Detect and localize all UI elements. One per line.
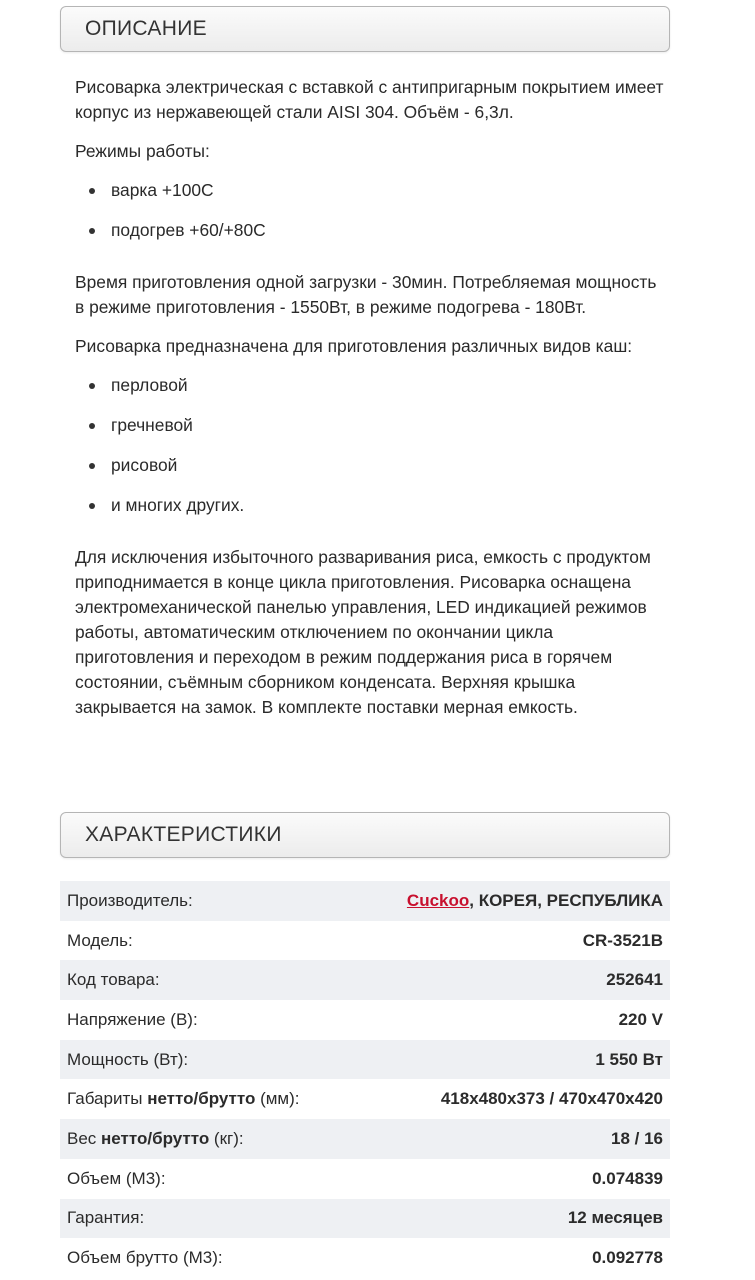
spec-value: 252641 [606,970,663,990]
spec-value: 0.092778 [592,1248,663,1268]
list-item: варка +100С [75,178,665,218]
spec-row-volume-gross [60,1238,670,1278]
spec-value: 12 месяцев [567,1208,663,1228]
spec-label: Код товара: [67,970,160,990]
description-paragraph-1: Рисоварка электрическая с вставкой с антипригарным покрытием имеет корпус из нержавеющей стали AISI 304. Объём - 6,3л. [75,77,664,122]
spec-row-manufacturer [60,881,670,921]
label-part: (кг): [209,1128,244,1148]
spec-row-code [60,960,670,1000]
label-bold-part: нетто/брутто [147,1089,256,1109]
modes-intro: Режимы работы: [75,141,210,161]
description-paragraph-3: Для исключения избыточного разваривания риса, емкость с продуктом приподнимается в конце цикла приготовления. Рисоварка оснащена электромеханической панелью управления, LED индикацией режимов работы, автоматическим отключением по окончании цикла приготовления и переходом в режим поддержания риса в горячем состоянии, съёмным сборником конденсата. Верхняя крышка закрывается на замок. В комплекте поставки мерная емкость. [75,547,651,717]
label-bold-part: нетто/брутто [101,1128,210,1148]
spec-label: Напряжение (В): [67,1009,198,1029]
spec-value: 220 V [618,1009,663,1029]
spec-row-warranty [60,1199,670,1239]
spec-row-voltage [60,1000,670,1040]
spec-label [67,1089,300,1109]
spec-label: Гарантия: [67,1208,145,1228]
label-part: Вес [67,1128,102,1148]
spec-value: 18 / 16 [611,1128,663,1148]
spec-value: 418x480x373 / 470x470x420 [440,1089,663,1109]
porridge-list [75,373,665,533]
description-paragraph-2: Время приготовления одной загрузки - 30мин. Потребляемая мощность в режиме приготовления - 1550Вт, в режиме подогрева - 180Вт. [75,272,657,317]
list-item: рисовой [75,453,665,493]
description-body [75,75,665,734]
label-part: Габариты [67,1089,148,1109]
label-part: (мм): [255,1089,300,1109]
specs-header[interactable]: ХАРАКТЕРИСТИКИ [60,812,670,858]
spec-value: 1 550 Вт [595,1049,663,1069]
spec-label: Мощность (Вт): [67,1049,189,1069]
manufacturer-country: , КОРЕЯ, РЕСПУБЛИКА [469,890,663,910]
spec-value: 0.074839 [592,1168,663,1188]
spec-label [67,1129,244,1149]
spec-label: Объем брутто (М3): [67,1248,223,1268]
spec-row-weight [60,1119,670,1159]
list-item: перловой [75,373,665,413]
spec-row-power [60,1040,670,1080]
spec-value [407,891,663,911]
list-item: гречневой [75,413,665,453]
list-item: подогрев +60/+80С [75,218,665,258]
description-header[interactable]: ОПИСАНИЕ [60,6,670,52]
spec-value: CR-3521B [582,930,663,950]
purpose-intro: Рисоварка предназначена для приготовления различных видов каш: [75,336,633,356]
spec-label: Модель: [67,930,133,950]
spec-label: Объем (М3): [67,1168,166,1188]
modes-list [75,178,665,258]
specs-table [60,881,670,1278]
spec-row-volume [60,1159,670,1199]
spec-row-model [60,921,670,961]
brand-link[interactable]: Cuckoo [406,890,470,910]
list-item: и многих других. [75,493,665,533]
spec-label: Производитель: [67,890,193,910]
spec-row-dimensions [60,1079,670,1119]
